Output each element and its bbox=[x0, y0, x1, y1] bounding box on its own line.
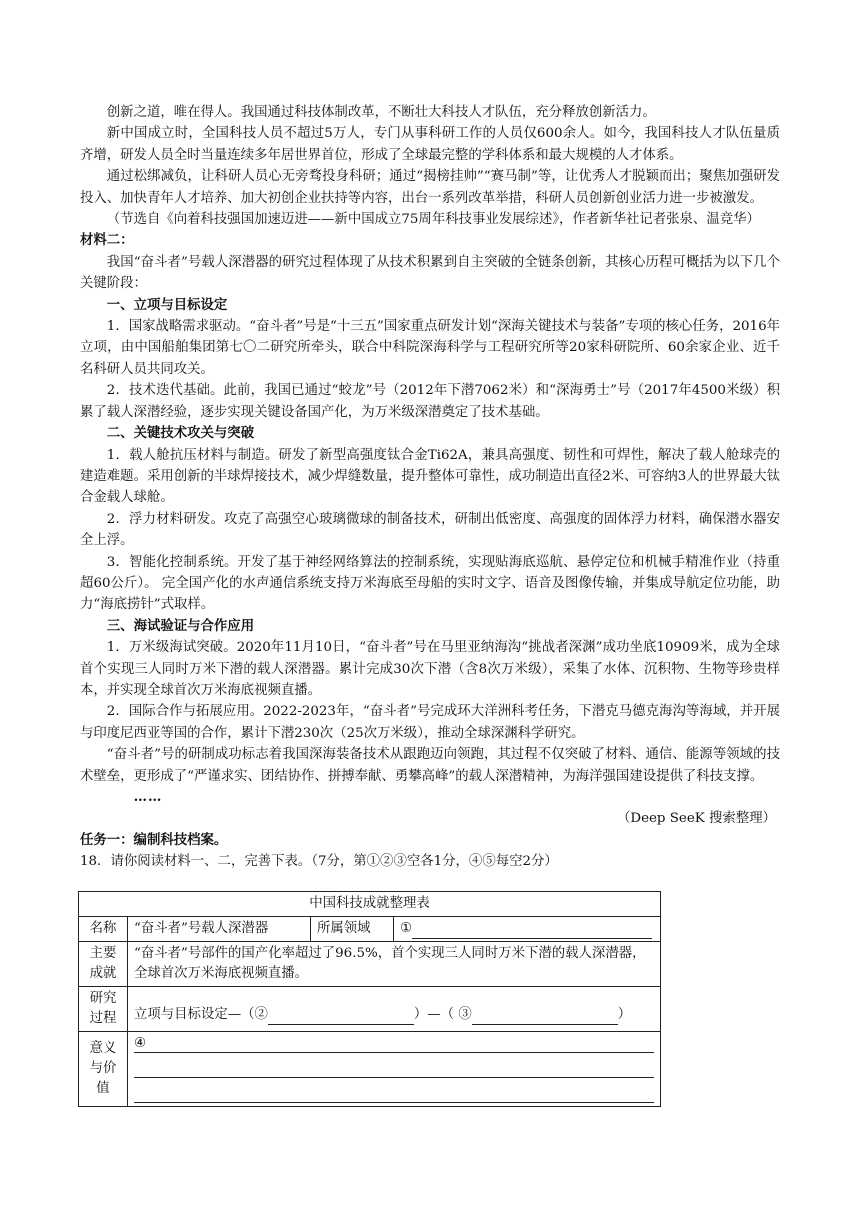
ellipsis: …… bbox=[133, 789, 163, 805]
material2-conclusion: “奋斗者”号的研制成功标志着我国深海装备技术从跟跑迈向领跑，其过程不仅突破了材料、通信、能源等领域的技术壁垒，更形成了“严谨求实、团结协作、拼搏奉献、勇攀高峰”的载人深潜精神，为海洋强国建设提供了科技支撑。 bbox=[80, 747, 780, 784]
process-label: 研究过程 bbox=[79, 987, 128, 1032]
material2-source: （Deep SeeK 搜索整理） bbox=[616, 811, 776, 827]
section-3-paragraph-1: 1．万米级海试突破。2020年11月10日，“奋斗者”号在马里亚纳海沟“挑战者深渊”成功坐底10909米，成为全球首个实现三人同时万米下潜的载人深潜器。累计完成30次下潜（含8次万米级），采集了水体、沉积物、生物等珍贵样本，并实现全球首次万米海底视频直播。 bbox=[80, 640, 780, 698]
material1-paragraph-2: 新中国成立时，全国科技人员不超过5万人，专门从事科研工作的人员仅600余人。如今，我国科技人才队伍量质齐增，研发人员全时当量连续多年居世界首位，形成了全球最完整的学科体系和最大规模的人才体系。 bbox=[80, 126, 780, 163]
material1-paragraph-3: 通过松绑减负，让科研人员心无旁骛投身科研；通过“揭榜挂帅”“赛马制”等，让优秀人才脱颖而出；聚焦加强研发投入、加快青年人才培养、加大初创企业扶持等内容，出台一系列改革举措，科研人员创新创业活力进一步被激发。 bbox=[80, 169, 780, 206]
blank-4-line-3[interactable] bbox=[134, 1078, 654, 1103]
process-cell[interactable] bbox=[128, 987, 661, 1032]
task-heading: 任务一：编制科技档案。 bbox=[80, 832, 228, 848]
value-cell[interactable] bbox=[128, 1032, 661, 1107]
material2-intro: 我国“奋斗者”号载人深潜器的研究过程体现了从技术积累到自主突破的全链条创新，其核心历程可概括为以下几个关键阶段： bbox=[80, 254, 780, 292]
blank-1-line[interactable] bbox=[412, 922, 652, 939]
value-label: 意义与价值 bbox=[79, 1032, 128, 1107]
blank-4-marker: ④ bbox=[134, 1036, 147, 1051]
document-body bbox=[80, 102, 780, 873]
field-blank-cell[interactable] bbox=[394, 917, 661, 942]
section-1-paragraph-1: 1．国家战略需求驱动。“奋斗者”号是“十三五”国家重点研发计划“深海关键技术与装备”专项的核心任务，2016年立项，由中国船舶集团第七〇二研究所牵头，联合中科院深海科学与工程研究所等20家科研院所、60余家企业、近千名科研人员共同攻关。 bbox=[80, 319, 780, 377]
field-label: 所属领域 bbox=[311, 917, 394, 942]
achievement-value: “奋斗者”号部件的国产化率超过了96.5%，首个实现三人同时万米下潜的载人深潜器，全球首次万米海底视频直播。 bbox=[128, 942, 661, 987]
name-label: 名称 bbox=[79, 917, 128, 942]
blank-3-line[interactable] bbox=[472, 1008, 618, 1025]
achievement-label: 主要成就 bbox=[79, 942, 128, 987]
material1-paragraph-1: 创新之道，唯在得人。我国通过科技体制改革，不断壮大科技人才队伍，充分释放创新活力。 bbox=[106, 105, 656, 120]
section-2-paragraph-2: 2．浮力材料研发。攻克了高强空心玻璃微球的制备技术，研制出低密度、高强度的固体浮力材料，确保潜水器安全上浮。 bbox=[80, 511, 780, 549]
section-1-title: 一、立项与目标设定 bbox=[106, 296, 228, 313]
process-mid: ）—（ ③ bbox=[413, 1007, 472, 1022]
material1-source: （节选自《向着科技强国加速迈进——新中国成立75周年科技事业发展综述》，作者新华社记者张泉、温竞华） bbox=[106, 212, 760, 228]
question-18: 18．请你阅读材料一、二，完善下表。（7分，第①②③空各1分，④⑤每空2分） bbox=[80, 854, 558, 870]
blank-2-line[interactable] bbox=[268, 1008, 414, 1025]
section-2-paragraph-1: 1．载人舱抗压材料与制造。研发了新型高强度钛合金Ti62A，兼具高强度、韧性和可焊性，解决了载人舱球壳的建造难题。采用创新的半球焊接技术，减少焊缝数量，提升整体可靠性，成功制造出直径2米、可容纳3人的世界最大钛合金载人球舱。 bbox=[80, 447, 780, 506]
section-2-title: 二、关键技术攻关与突破 bbox=[106, 425, 255, 442]
section-2-paragraph-3: 3．智能化控制系统。开发了基于神经网络算法的控制系统，实现贴海底巡航、悬停定位和机械手精准作业（持重超60公斤）。 完全国产化的水声通信系统支持万米海底至母船的实时文字、语音及图像传输，并集成导航定位功能，助力“海底捞针”式取样。 bbox=[80, 554, 780, 613]
blank-4-line-2[interactable] bbox=[134, 1053, 654, 1078]
table-caption: 中国科技成就整理表 bbox=[79, 892, 661, 917]
name-value: “奋斗者”号载人深潜器 bbox=[128, 917, 311, 942]
section-1-paragraph-2: 2．技术迭代基础。此前，我国已通过“蛟龙”号（2012年下潜7062米）和“深海勇士”号（2017年4500米级）积累了载人深潜经验，逐步实现关键设备国产化，为万米级深潜奠定了技术基础。 bbox=[80, 383, 780, 420]
achievement-table bbox=[78, 891, 661, 1107]
section-3-title: 三、海试验证与合作应用 bbox=[106, 617, 255, 634]
section-3-paragraph-2: 2．国际合作与拓展应用。2022-2023年，“奋斗者”号完成环大洋洲科考任务，下潜克马德克海沟等海域，并开展与印度尼西亚等国的合作，累计下潜230次（25次万米级），推动全球深渊科学研究。 bbox=[80, 704, 780, 741]
blank-4-line[interactable] bbox=[134, 1034, 654, 1053]
process-prefix: 立项与目标设定—（② bbox=[134, 1007, 268, 1022]
process-suffix: ） bbox=[617, 1007, 632, 1022]
blank-1-marker: ① bbox=[400, 921, 413, 936]
material2-heading: 材料二： bbox=[80, 233, 134, 249]
